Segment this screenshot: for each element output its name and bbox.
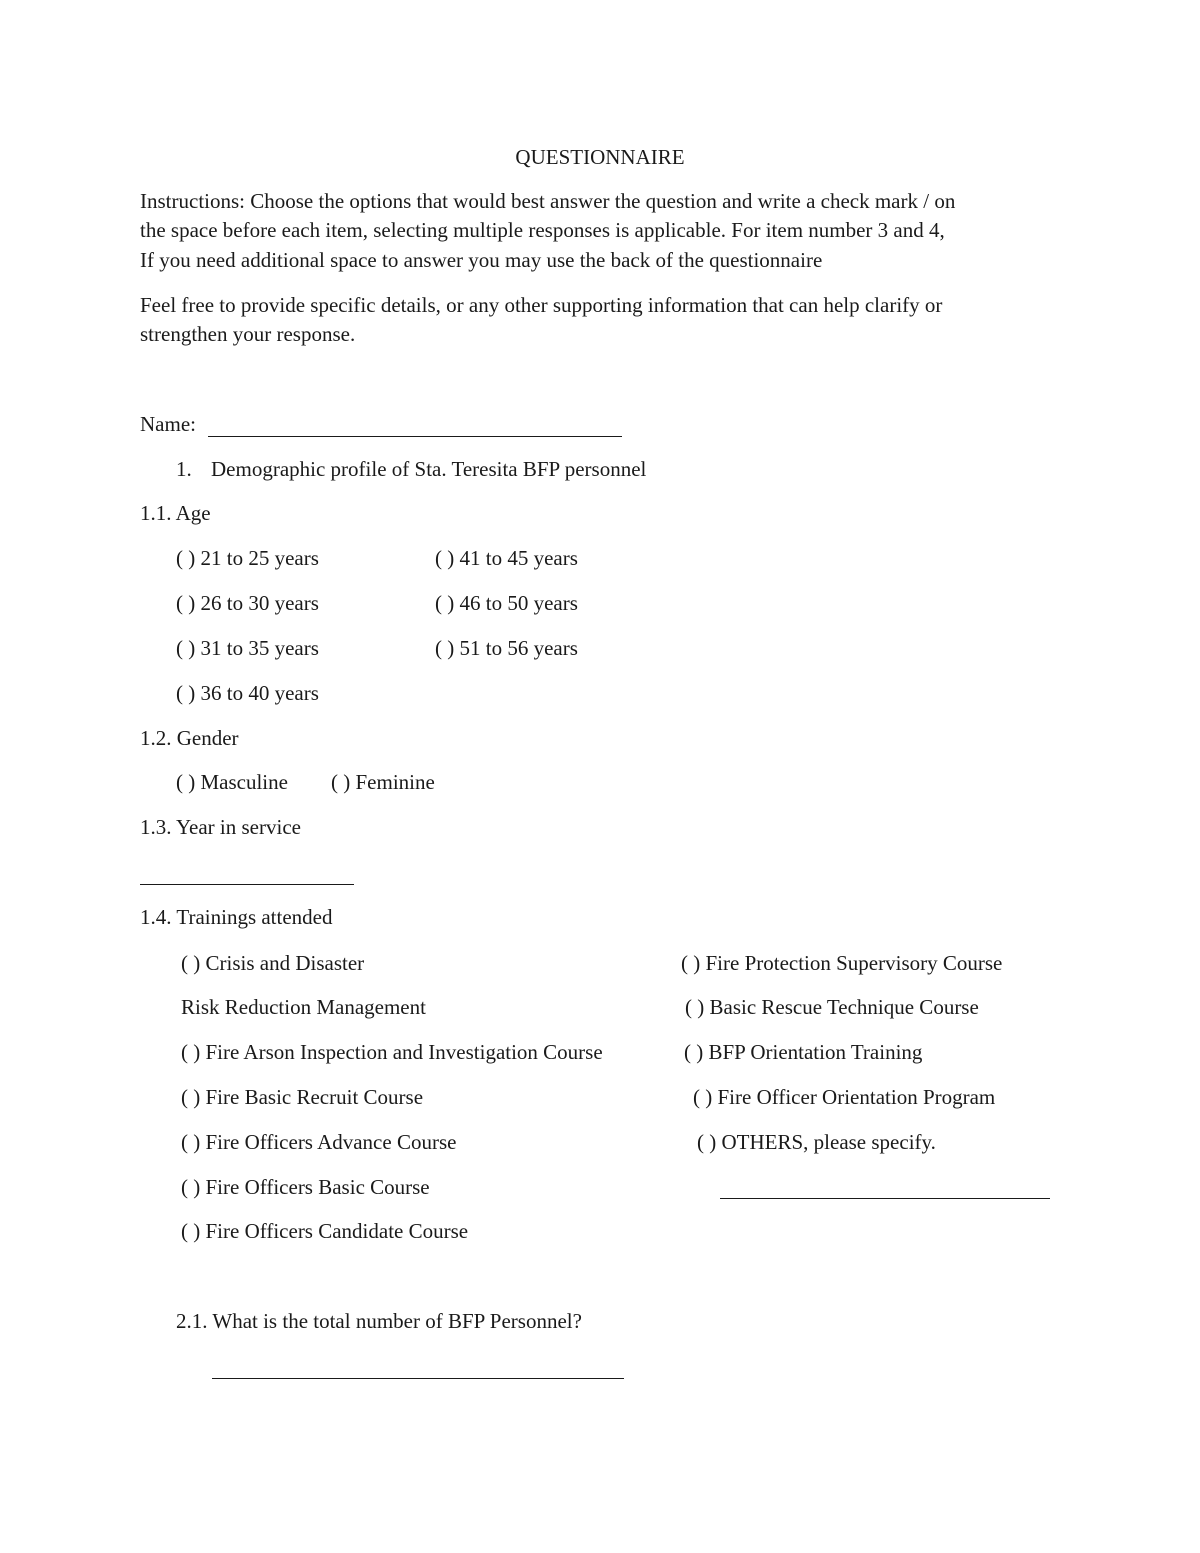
- section-1-heading: Demographic profile of Sta. Teresita BFP personnel: [211, 457, 647, 481]
- gender-option-feminine[interactable]: ( ) Feminine: [331, 770, 435, 794]
- age-option[interactable]: ( ) 26 to 30 years: [176, 591, 319, 615]
- service-answer-line[interactable]: [140, 884, 354, 885]
- note-line-1: Feel free to provide specific details, or any other supporting information that can help clarify or: [140, 293, 943, 317]
- note-line-2: strengthen your response.: [140, 322, 356, 346]
- age-option[interactable]: ( ) 31 to 35 years: [176, 636, 319, 660]
- training-option-others[interactable]: ( ) OTHERS, please specify.: [697, 1130, 936, 1154]
- trainings-label: 1.4. Trainings attended: [140, 905, 333, 929]
- service-label: 1.3. Year in service: [140, 815, 301, 839]
- age-option[interactable]: ( ) 21 to 25 years: [176, 546, 319, 570]
- gender-label: 1.2. Gender: [140, 726, 239, 750]
- training-option[interactable]: ( ) Fire Officers Candidate Course: [181, 1219, 469, 1243]
- question-2-1-label: 2.1. What is the total number of BFP Personnel?: [176, 1309, 582, 1333]
- name-answer-line[interactable]: [208, 436, 622, 437]
- instructions-line-2: the space before each item, selecting multiple responses is applicable. For item number 3 and 4,: [140, 218, 945, 242]
- others-specify-line[interactable]: [720, 1198, 1050, 1199]
- training-option[interactable]: ( ) Fire Basic Recruit Course: [181, 1085, 424, 1109]
- age-option[interactable]: ( ) 41 to 45 years: [435, 546, 578, 570]
- name-label: Name:: [140, 412, 196, 436]
- training-option[interactable]: ( ) Fire Officer Orientation Program: [693, 1085, 996, 1109]
- age-option[interactable]: ( ) 36 to 40 years: [176, 681, 319, 705]
- instructions-line-1: Instructions: Choose the options that would best answer the question and write a check mark / on: [140, 189, 956, 213]
- training-option[interactable]: ( ) Fire Protection Supervisory Course: [681, 951, 1003, 975]
- training-option[interactable]: ( ) Crisis and Disaster: [181, 951, 365, 975]
- training-option-continuation: Risk Reduction Management: [181, 995, 426, 1019]
- training-option[interactable]: ( ) Basic Rescue Technique Course: [685, 995, 979, 1019]
- question-2-1-answer-line[interactable]: [212, 1378, 624, 1379]
- training-option[interactable]: ( ) Fire Officers Advance Course: [181, 1130, 457, 1154]
- section-1-number: 1.: [176, 457, 192, 481]
- age-option[interactable]: ( ) 51 to 56 years: [435, 636, 578, 660]
- page-title: QUESTIONNAIRE: [515, 145, 685, 169]
- training-option[interactable]: ( ) BFP Orientation Training: [684, 1040, 923, 1064]
- instructions-line-3: If you need additional space to answer you may use the back of the questionnaire: [140, 248, 823, 272]
- age-option[interactable]: ( ) 46 to 50 years: [435, 591, 578, 615]
- training-option[interactable]: ( ) Fire Arson Inspection and Investigation Course: [181, 1040, 603, 1064]
- age-label: 1.1. Age: [140, 501, 211, 525]
- gender-option-masculine[interactable]: ( ) Masculine: [176, 770, 288, 794]
- training-option[interactable]: ( ) Fire Officers Basic Course: [181, 1175, 430, 1199]
